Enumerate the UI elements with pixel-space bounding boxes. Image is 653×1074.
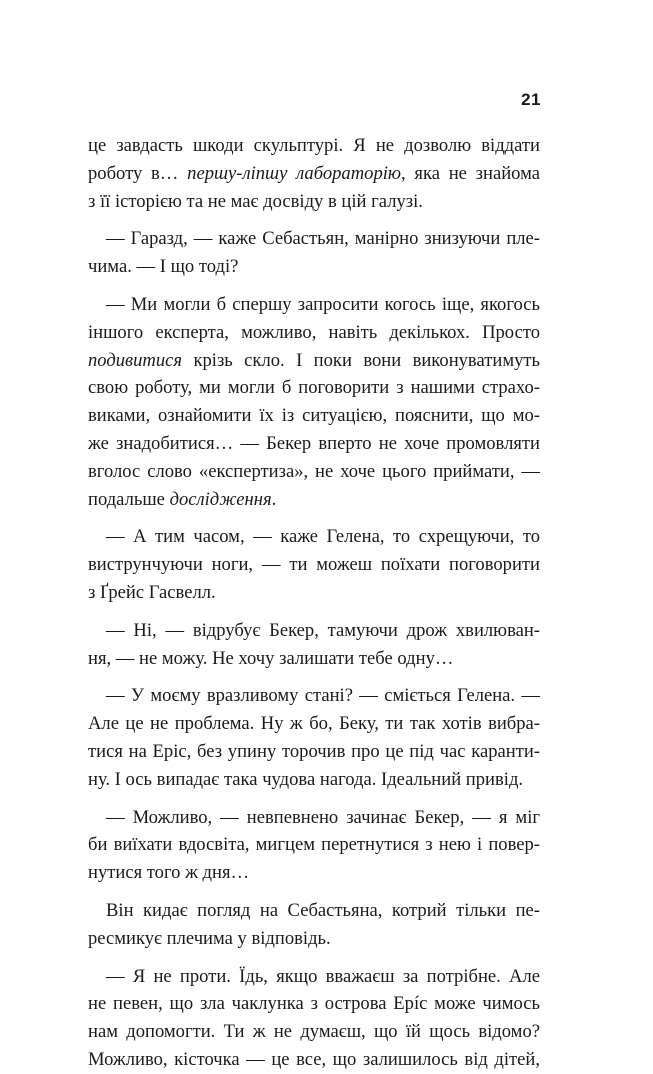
text-run: .: [271, 488, 277, 510]
text-line: це завдасть шкоди скульптурі. Я не дозволю віддати: [88, 135, 540, 156]
text-line: ну. І ось випадає така чудова нагода. Ідеальний привід.: [88, 768, 524, 790]
text-line: не певен, що зла чаклунка з острова Ерíс може чимось: [88, 993, 540, 1015]
text-line: [88, 486, 540, 514]
text-line: вголос слово «експертиза», не хоче цього приймати, —: [88, 460, 540, 482]
text-line: свою роботу, ми могли б поговорити з нашими страхо-: [88, 377, 540, 399]
text-line: — Ні, — відрубує Бекер, тамуючи дрож хвилюван-: [106, 619, 540, 641]
text-line: виструнчуючи ноги, — ти можеш поїхати поговорити: [88, 554, 540, 576]
italic-text: подивитися: [88, 349, 183, 371]
text-line: нутися того ж дня…: [88, 862, 250, 884]
text-line: — Гаразд, — каже Себастьян, манірно знизуючи пле-: [106, 228, 540, 250]
text-line: — А тим часом, — каже Гелена, то схрещуючи, то: [106, 526, 540, 548]
text-line: з Ґрейс Гасвелл.: [88, 581, 216, 603]
text-line: ня, — не можу. Не хочу залишати тебе одну…: [88, 647, 454, 669]
text-line: [88, 160, 540, 188]
text-line: — Я не проти. Їдь, якщо вважаєш за потрібне. Але: [106, 965, 540, 987]
body-text: [88, 132, 540, 1074]
text-line: нам допомогти. Ти ж не думаєш, що їй щось відомо?: [88, 1021, 540, 1043]
text-line: би виїхати вдосвіта, мигцем перетнутися з нею і повер-: [88, 834, 540, 856]
text-line: — У моєму вразливому стані? — сміється Гелена. —: [106, 685, 540, 707]
page-number: 21: [521, 90, 541, 109]
text-line: же знадобитися… — Бекер вперто не хоче промовляти: [88, 432, 540, 454]
text-run: роботу в…: [88, 162, 188, 184]
text-line: чима. — І що тоді?: [88, 256, 239, 278]
text-line: іншого експерта, можливо, навіть декількох. Просто: [88, 321, 540, 343]
text-line: — Можливо, — невпевнено зачинає Бекер, — я міг: [106, 806, 540, 828]
text-line: з її історією та не має досвіду в цій галузі.: [88, 190, 423, 212]
text-line: Але це не проблема. Ну ж бо, Беку, ти так хотів вибра-: [88, 713, 540, 735]
text-run: , яка не знайома: [401, 162, 540, 184]
text-line: Він кидає погляд на Себастьяна, котрий тільки пе-: [106, 899, 540, 921]
text-line: [88, 347, 540, 375]
text-line: Можливо, кісточка — це все, що залишилось від дітей,: [88, 1048, 540, 1070]
text-line: виками, ознайомити їх із ситуацією, пояснити, що мо-: [88, 405, 540, 427]
text-line: тися на Еріс, без упину торочив про це під час каранти-: [88, 740, 540, 762]
text-line: — Ми могли б спершу запросити когось іще, якогось: [106, 293, 540, 315]
text-run: подальше: [88, 488, 170, 510]
italic-text: першу-ліпшу лабораторію: [187, 162, 402, 184]
text-run: крізь скло. І поки вони виконуватимуть: [182, 349, 540, 371]
italic-text: дослідження: [169, 488, 272, 510]
text-line: ресмикує плечима у відповідь.: [88, 927, 331, 949]
